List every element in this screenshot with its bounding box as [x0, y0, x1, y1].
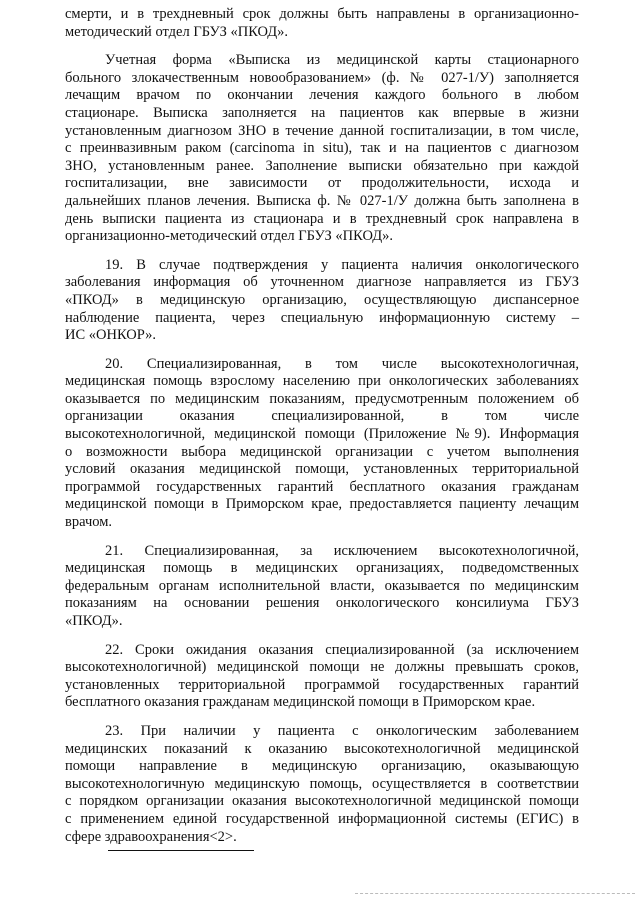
paragraph-p23: [65, 723, 579, 846]
text-line: больного злокачественным новообразованием» (ф. № 027-1/У) заполняется: [65, 69, 579, 86]
text-line: установленным диагнозом ЗНО в течение данной госпитализации, в том числе,: [65, 122, 579, 139]
text-line: дальнейших планов лечения. Выписка ф. № 027-1/У должна быть заполнена в: [65, 192, 579, 209]
text-line: помощи направление в медицинскую организацию, оказывающую: [65, 758, 579, 775]
text-line: 20. Специализированная, в том числе высокотехнологичная,: [105, 355, 579, 372]
text-line: стационаре. Выписка заполняется на пациентов как впервые в жизни: [65, 104, 579, 121]
text-line: программой государственных гарантий бесплатного оказания гражданам: [65, 478, 579, 495]
text-line: врачом.: [65, 514, 113, 531]
paragraph-cont: [65, 6, 579, 41]
paragraph-p22: [65, 642, 579, 712]
text-line: оказывается по медицинским показаниям, предусмотренным положением об: [65, 390, 579, 407]
paragraph-p20: [65, 356, 579, 532]
text-line: ИС «ОНКОР».: [65, 327, 157, 344]
text-line: федеральным органам исполнительной власти, оказывается по медицинским: [65, 577, 579, 594]
text-line: лечащим врачом по окончании лечения каждого больного в любом: [65, 87, 579, 104]
text-line: с применением единой государственной информационной системы (ЕГИС) в: [65, 810, 579, 827]
paragraph-p21: [65, 543, 579, 631]
text-line: высокотехнологичной) медицинской помощи не должны превышать сроков,: [65, 659, 579, 676]
text-line: показаниям на основании решения онкологического консилиума ГБУЗ: [65, 595, 579, 612]
text-line: медицинская помощь взрослому населению при онкологических заболеваниях: [65, 373, 579, 390]
text-line: организационно-методический отдел ГБУЗ «ПКОД».: [65, 228, 393, 245]
text-line: методический отдел ГБУЗ «ПКОД».: [65, 23, 289, 40]
page-edge-line: [355, 893, 635, 894]
text-line: условий оказания медицинской помощи, установленных территориальной: [65, 461, 579, 478]
text-line: высокотехнологичной, медицинской помощи (Приложение №9). Информация: [65, 426, 579, 443]
text-line: 21. Специализированная, за исключением высокотехнологичной,: [105, 542, 579, 559]
text-line: 19. В случае подтверждения у пациента наличия онкологического: [105, 256, 579, 273]
text-line: «ПКОД» в медицинскую организацию, осуществляющую диспансерное: [65, 291, 579, 308]
paragraph-form: [65, 52, 579, 246]
document-page: [65, 6, 579, 857]
text-line: 22. Сроки ожидания оказания специализированной (за исключением: [105, 641, 579, 658]
text-line: наблюдение пациента, через специальную информационную систему –: [65, 309, 579, 326]
text-line: 23. При наличии у пациента с онкологическим заболеванием: [105, 722, 579, 739]
text-line: сфере здравоохранения<2>.: [65, 828, 237, 845]
text-line: медицинских показаний к оказанию высокотехнологичной медицинской: [65, 740, 579, 757]
text-line: высокотехнологичную медицинскую помощь, осуществляется в соответствии: [65, 775, 579, 792]
text-line: установленных территориальной программой государственных гарантий: [65, 676, 579, 693]
text-line: с преинвазивным раком (carcinoma in situ), так и на пациентов с диагнозом: [65, 140, 579, 157]
text-line: бесплатного оказания гражданам медицинской помощи в Приморском крае.: [65, 694, 536, 711]
text-line: смерти, и в трехдневный срок должны быть направлены в организационно-: [65, 6, 579, 22]
footnote-separator: [108, 850, 254, 851]
text-line: медицинская помощь в медицинских организациях, подведомственных: [65, 560, 579, 577]
text-line: заболевания информация об уточненном диагнозе направляется из ГБУЗ: [65, 274, 579, 291]
text-line: о возможности выбора медицинской организации с учетом выполнения: [65, 443, 579, 460]
text-line: с порядком организации оказания высокотехнологичной медицинской помощи: [65, 793, 579, 810]
text-line: организации оказания специализированной, в том числе: [65, 408, 579, 425]
text-line: Учетная форма «Выписка из медицинской карты стационарного: [105, 52, 579, 69]
paragraph-p19: [65, 257, 579, 345]
text-line: ЗНО, установленным ранее. Заполнение выписки обязательно при каждой: [65, 157, 579, 174]
text-line: день выписки пациента из стационара и в трехдневный срок направлена в: [65, 210, 579, 227]
text-line: медицинской помощи в Приморском крае, предоставляется пациенту лечащим: [65, 496, 579, 513]
text-line: госпитализации, вне зависимости от продолжительности, исхода и: [65, 175, 579, 192]
text-line: «ПКОД».: [65, 613, 123, 629]
